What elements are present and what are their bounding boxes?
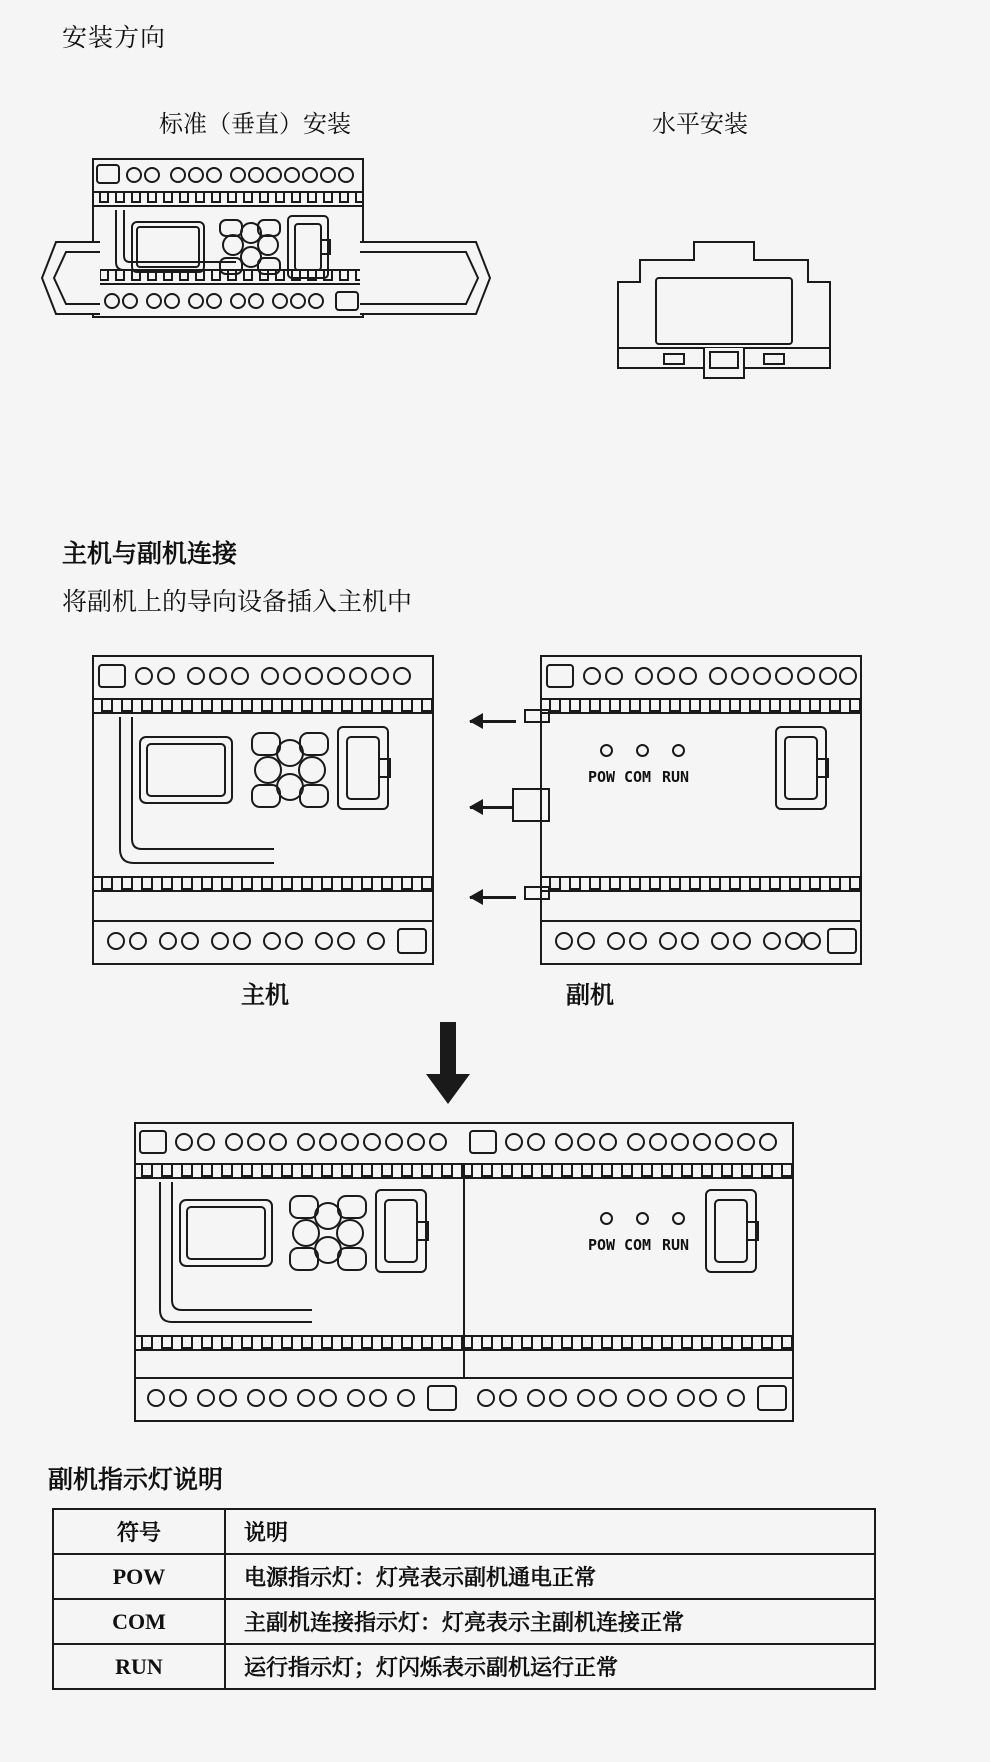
assembled-device (134, 1122, 794, 1422)
assembled-pow-led (600, 1212, 613, 1225)
slave-caption: 副机 (566, 982, 614, 1009)
com-led-label: COM (624, 768, 652, 786)
header-description: 说明 (225, 1509, 875, 1554)
row-com-desc: 主副机连接指示灯：灯亮表示主副机连接正常 (225, 1599, 875, 1644)
indicator-table-wrap (52, 1508, 876, 1690)
assembled-com-label: COM (624, 1236, 652, 1254)
assembled-run-label: RUN (662, 1236, 690, 1254)
insert-arrow-top (470, 720, 516, 723)
row-pow-desc: 电源指示灯：灯亮表示副机通电正常 (225, 1554, 875, 1599)
com-led (636, 744, 649, 757)
header-symbol: 符号 (53, 1509, 225, 1554)
vertical-mount-caption: 标准（垂直）安装 (159, 111, 351, 138)
indicator-section-title: 副机指示灯说明 (48, 1467, 224, 1494)
table-row (53, 1599, 875, 1644)
row-pow-symbol: POW (53, 1554, 225, 1599)
din-rail-right (358, 240, 506, 321)
assembly-arrow-head (426, 1074, 470, 1104)
horizontal-mount-caption: 水平安装 (652, 111, 748, 138)
connection-subtitle: 将副机上的导向设备插入主机中 (62, 588, 413, 616)
horizontal-mounted-device (604, 236, 844, 401)
table-row (53, 1644, 875, 1689)
connection-title: 主机与副机连接 (62, 540, 238, 568)
master-caption: 主机 (241, 982, 289, 1009)
table-header-row (53, 1509, 875, 1554)
page-title: 安装方向 (62, 24, 167, 52)
row-run-symbol: RUN (53, 1644, 225, 1689)
slave-device (540, 655, 862, 965)
pow-led (600, 744, 613, 757)
assembled-run-led (672, 1212, 685, 1225)
table-row (53, 1554, 875, 1599)
run-led-label: RUN (662, 768, 690, 786)
master-device (92, 655, 434, 965)
run-led (672, 744, 685, 757)
row-com-symbol: COM (53, 1599, 225, 1644)
din-rail-left (40, 240, 102, 321)
vertical-mounted-device (92, 158, 364, 318)
insert-arrow-middle (470, 806, 516, 809)
assembled-pow-label: POW (588, 1236, 616, 1254)
assembly-arrow-shaft (440, 1022, 456, 1078)
insert-arrow-bottom (470, 896, 516, 899)
pow-led-label: POW (588, 768, 616, 786)
assembled-com-led (636, 1212, 649, 1225)
indicator-table (52, 1508, 876, 1690)
row-run-desc: 运行指示灯；灯闪烁表示副机运行正常 (225, 1644, 875, 1689)
